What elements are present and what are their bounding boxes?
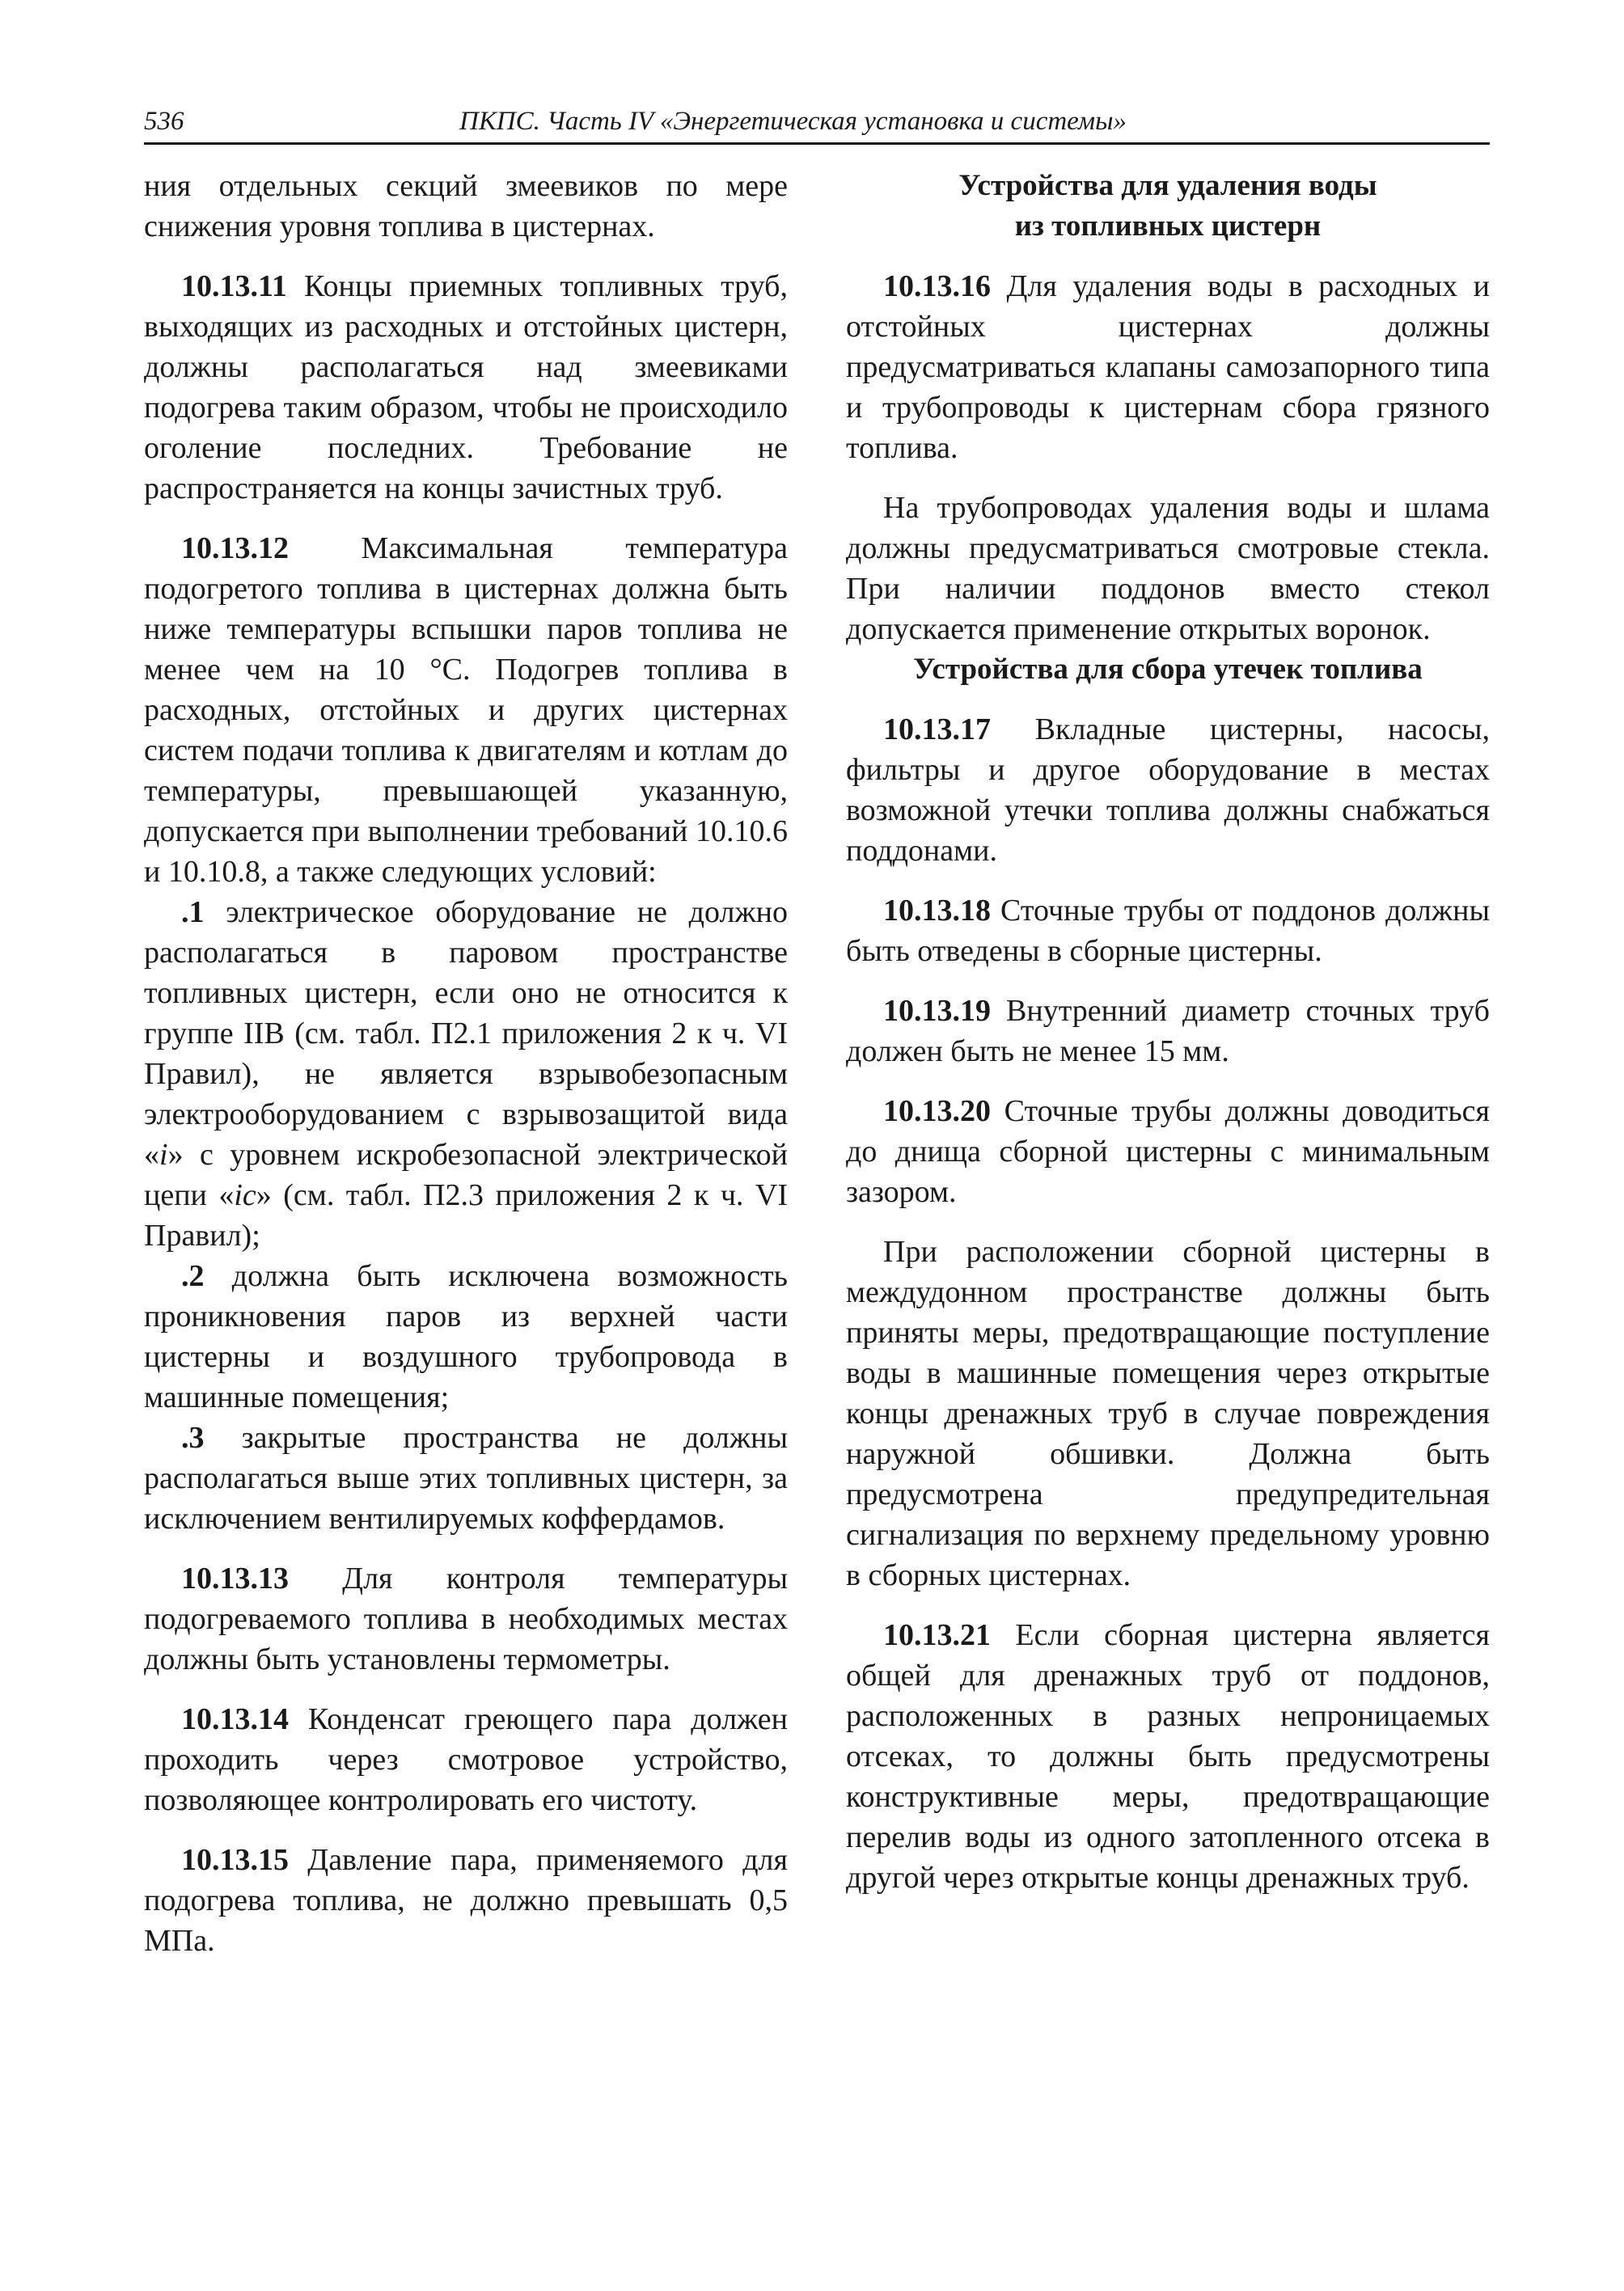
clause-number: 10.13.11: [181, 269, 287, 303]
item-number: .2: [181, 1259, 205, 1293]
clause-text: Сточные трубы от поддонов должны быть отведены в сборные цистерны.: [846, 894, 1490, 968]
clause-number: 10.13.21: [883, 1618, 991, 1652]
clause-text: Вкладные цистерны, насосы, фильтры и другое оборудование в местах возможной утечки топлива должны снабжаться поддонами.: [846, 712, 1490, 868]
clause-10-13-11: [144, 266, 788, 509]
list-item-3: [144, 1418, 788, 1539]
clause-number: 10.13.15: [181, 1843, 289, 1877]
clause-10-13-18: [846, 890, 1490, 971]
item-text: закрытые пространства не должны располагаться выше этих топливных цистерн, за исключением вентилируемых коффердамов.: [144, 1421, 788, 1536]
clause-text: Давление пара, применяемого для подогрева топлива, не должно превышать 0,5 МПа.: [144, 1843, 788, 1958]
clause-text: Для удаления воды в расходных и отстойных цистернах должны предусматриваться клапаны самозапорного типа и трубопроводы к цистернам сбора грязного топлива.: [846, 269, 1490, 465]
clause-text: Если сборная цистерна является общей для дренажных труб от поддонов, расположенных в разных непроницаемых отсеках, то должны быть предусмотрены конструктивные меры, предотвращающие перелив воды из одного затопленного отсека в другой через открытые концы дренажных труб.: [846, 1618, 1490, 1895]
heading-line: Устройства для удаления воды: [958, 169, 1377, 202]
clause-text: Для контроля температуры подогреваемого топлива в необходимых местах должны быть установлены термометры.: [144, 1562, 788, 1676]
clause-number: 10.13.14: [181, 1702, 289, 1736]
clause-text: Максимальная температура подогретого топлива в цистернах должна быть ниже температуры вспышки паров топлива не менее чем на 10 °С. Подогрев топлива в расходных, отстойных и других цистернах систем подачи топлива к двигателям и котлам до температуры, превышающей указанную, допускается при выполнении требований 10.10.6 и 10.10.8, а также следующих условий:: [144, 531, 788, 889]
item-text: » (см. табл. П2.3 приложения 2 к ч. VI Правил);: [144, 1178, 789, 1253]
section-heading-water-removal: [846, 166, 1490, 247]
clause-10-13-21: [846, 1615, 1490, 1898]
clause-10-13-14: [144, 1699, 788, 1820]
paragraph-sight-glasses: На трубопроводах удаления воды и шлама должны предусматриваться смотровые стекла. При наличии поддонов вместо стекол допускается применение открытых воронок.: [846, 491, 1490, 646]
paragraph-continuation: ния отдельных секций змеевиков по мере снижения уровня топлива в цистернах.: [144, 169, 788, 243]
item-number: .1: [181, 895, 205, 929]
clause-number: 10.13.13: [181, 1562, 289, 1596]
clause-number: 10.13.19: [883, 994, 991, 1028]
clause-number: 10.13.12: [181, 531, 289, 565]
clause-number: 10.13.16: [883, 269, 991, 303]
clause-number: 10.13.20: [883, 1094, 991, 1128]
heading-line: из топливных цистерн: [1014, 209, 1322, 243]
item-number: .3: [181, 1421, 205, 1455]
clause-10-13-16: [846, 266, 1490, 468]
clause-10-13-20: [846, 1091, 1490, 1212]
left-column: [144, 166, 788, 1961]
item-text: » с уровнем искробезопасной электрической цепи «: [144, 1138, 788, 1212]
item-emphasis: ic: [234, 1178, 256, 1212]
paragraph-double-bottom: При расположении сборной цистерны в междудонном пространстве должны быть приняты меры, предотвращающие поступление воды в машинные помещения через открытые концы дренажных труб в случае повреждения наружной обшивки. Должна быть предусмотрена предупредительная сигнализация по верхнему предельному уровню в сборных цистернах.: [846, 1235, 1490, 1592]
clause-text: Конденсат греющего пара должен проходить через смотровое устройство, позволяющее контролировать его чистоту.: [144, 1702, 788, 1817]
clause-10-13-19: [846, 991, 1490, 1072]
running-title: ПКПС. Часть IV «Энергетическая установка и системы»: [459, 107, 1127, 136]
clause-text: Концы приемных топливных труб, выходящих из расходных и отстойных цистерн, должны располагаться над змеевиками подогрева таким образом, чтобы не происходило оголение последних. Требование не распространяется на концы зачистных труб.: [144, 269, 788, 505]
clause-10-13-15: [144, 1840, 788, 1961]
item-text: должна быть исключена возможность проникновения паров из верхней части цистерны и воздушного трубопровода в машинные помещения;: [144, 1259, 788, 1414]
page-header: [144, 107, 1490, 145]
clause-number: 10.13.17: [883, 712, 991, 746]
clause-10-13-12: [144, 528, 788, 892]
right-column: [846, 166, 1490, 1898]
list-item-2: [144, 1256, 788, 1418]
clause-text: Внутренний диаметр сточных труб должен быть не менее 15 мм.: [846, 994, 1490, 1068]
page-number: 536: [144, 107, 184, 136]
section-heading-leak-collection: Устройства для сбора утечек топлива: [913, 653, 1423, 686]
item-emphasis: i: [159, 1138, 168, 1172]
clause-10-13-13: [144, 1558, 788, 1680]
clause-text: Сточные трубы должны доводиться до днища сборной цистерны с минимальным зазором.: [846, 1094, 1490, 1209]
list-item-1: [144, 892, 788, 1256]
clause-number: 10.13.18: [883, 894, 991, 928]
clause-10-13-17: [846, 709, 1490, 871]
item-text: электрическое оборудование не должно располагаться в паровом пространстве топливных цистерн, если оно не относится к группе IIB (см. табл. П2.1 приложения 2 к ч. VI Правил), не является взрывобезопасным электрооборудованием с взрывозащитой вида «: [144, 895, 788, 1172]
